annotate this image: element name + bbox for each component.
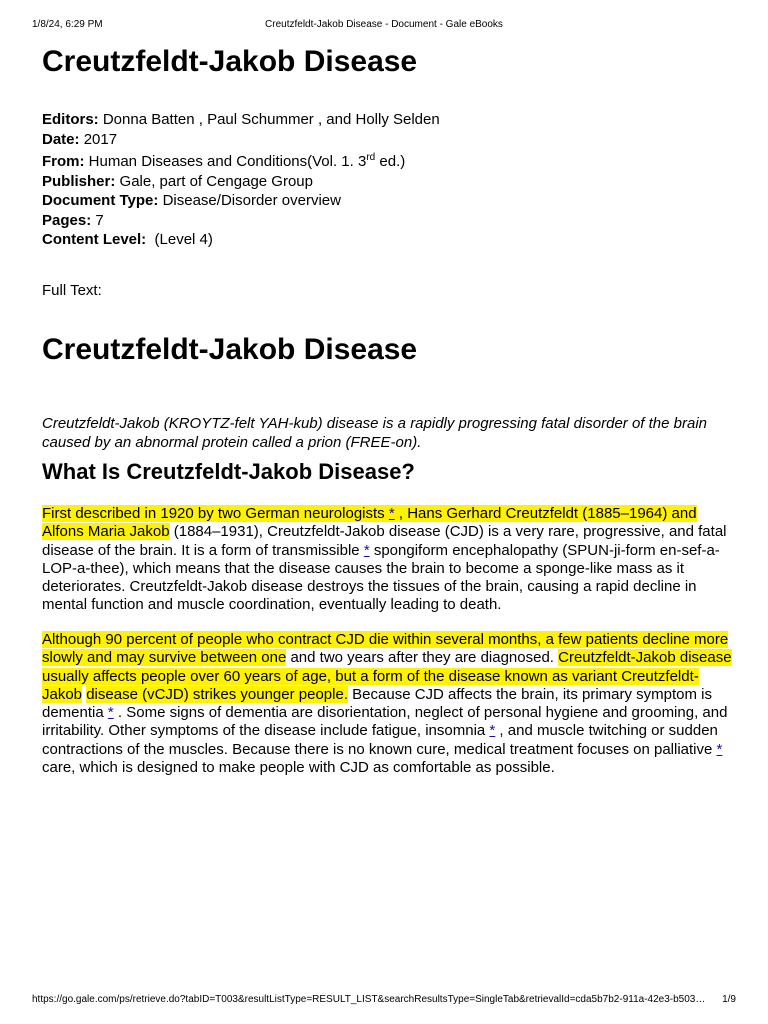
glossary-link-dementia[interactable]: * bbox=[107, 704, 114, 722]
content-level-row bbox=[42, 230, 732, 250]
section-heading: What Is Creutzfeldt-Jakob Disease? bbox=[42, 459, 415, 484]
publisher-label: Publisher: bbox=[42, 172, 116, 190]
paragraph-text: (1884–1931), Creutzfeldt-Jakob disease (CJD) is a very rare, progressive, and fatal disease of the brain. It is a form of transmissible bbox=[42, 523, 727, 559]
glossary-link-transmissible[interactable]: * bbox=[363, 541, 370, 559]
paragraph-text: and two years after they are diagnosed. bbox=[286, 649, 559, 667]
glossary-link-neurologists[interactable]: * bbox=[388, 505, 395, 522]
article-title: Creutzfeldt-Jakob Disease bbox=[42, 333, 418, 366]
content-level-value: (Level 4) bbox=[154, 231, 213, 248]
article-intro: Creutzfeldt-Jakob (KROYTZ-felt YAH-kub) disease is a rapidly progressing fatal disorder of the brain caused by an abnormal protein called a prion (FREE-on). bbox=[42, 415, 708, 451]
paragraph-text: Because CJD affects the brain, its primary symptom is dementia bbox=[42, 685, 713, 722]
page-number: 1/9 bbox=[722, 994, 736, 1005]
glossary-link-insomnia[interactable]: * bbox=[489, 722, 496, 740]
editors-value: Donna Batten , Paul Schummer , and Holly Selden bbox=[102, 111, 440, 128]
from-value: Human Diseases and Conditions(Vol. 1. 3 bbox=[88, 153, 367, 170]
highlighted-text: First described in 1920 by two German neurologists bbox=[42, 505, 389, 522]
paragraph-text: , and muscle twitching or sudden contractions of the muscles. Because there is no known cure, medical treatment focuses on palliative bbox=[42, 722, 718, 758]
print-url: https://go.gale.com/ps/retrieve.do?tabID=T003&resultListType=RESULT_LIST&searchResultsType=SingleTab&retrievalId=cda5b7b2-911a-42e3-b503… bbox=[32, 994, 706, 1005]
paragraph-2 bbox=[42, 631, 732, 777]
highlighted-text: Although 90 percent of people who contract CJD die within several months, a few patients decline more slowly and may survive between one bbox=[42, 631, 729, 667]
glossary-link-palliative[interactable]: * bbox=[716, 740, 723, 758]
print-doc-title: Creutzfeldt-Jakob Disease - Document - Gale eBooks bbox=[265, 19, 503, 30]
highlighted-text: , Hans Gerhard Creutzfeldt (1885–1964) and Alfons Maria Jakob bbox=[42, 505, 697, 541]
paragraph-1 bbox=[42, 505, 732, 615]
document-title: Creutzfeldt-Jakob Disease bbox=[42, 45, 418, 78]
print-footer bbox=[0, 993, 768, 1007]
document-metadata bbox=[42, 110, 732, 250]
from-label: From: bbox=[42, 153, 85, 170]
from-superscript: rd bbox=[366, 152, 376, 163]
date-value: 2017 bbox=[83, 130, 118, 148]
pages-row bbox=[42, 211, 732, 231]
paragraph-text: spongiform encephalopathy (SPUN-ji-form en-sef-a-LOP-a-thee), which means that the disease causes the brain to become a sponge-like mass as it deteriorates. Creutzfeldt-Jakob disease destroys the tissues of the brain, causing a rapid decline in mental function and muscle coordination, eventually leading to death. bbox=[42, 541, 720, 614]
pages-label: Pages: bbox=[42, 211, 92, 229]
editors-row bbox=[42, 110, 732, 130]
paragraph-text: . Some signs of dementia are disorientation, neglect of personal hygiene and grooming, and irritability. Other symptoms of the disease include fatigue, insomnia bbox=[42, 704, 728, 740]
highlighted-text: disease (vCJD) strikes younger people. bbox=[86, 685, 348, 703]
date-row bbox=[42, 130, 732, 150]
publisher-value: Gale, part of Cengage Group bbox=[119, 172, 313, 190]
from-value-end: ed.) bbox=[375, 153, 406, 170]
paragraph-text: care, which is designed to make people with CJD as comfortable as possible. bbox=[42, 759, 555, 777]
document-type-label: Document Type: bbox=[42, 192, 159, 209]
highlighted-text: Creutzfeldt-Jakob disease usually affects people over 60 years of age, but a form of the disease known as variant Creutzfeldt-Jakob bbox=[42, 649, 732, 703]
pages-value: 7 bbox=[95, 211, 104, 229]
document-type-row bbox=[42, 191, 732, 211]
editors-label: Editors: bbox=[42, 111, 99, 128]
print-datetime: 1/8/24, 6:29 PM bbox=[32, 19, 103, 30]
from-row bbox=[42, 152, 732, 172]
document-type-value: Disease/Disorder overview bbox=[162, 192, 341, 209]
publisher-row bbox=[42, 172, 732, 192]
full-text-label: Full Text: bbox=[42, 282, 102, 299]
content-level-label: Content Level: bbox=[42, 231, 147, 248]
date-label: Date: bbox=[42, 130, 80, 148]
print-header bbox=[0, 18, 768, 32]
